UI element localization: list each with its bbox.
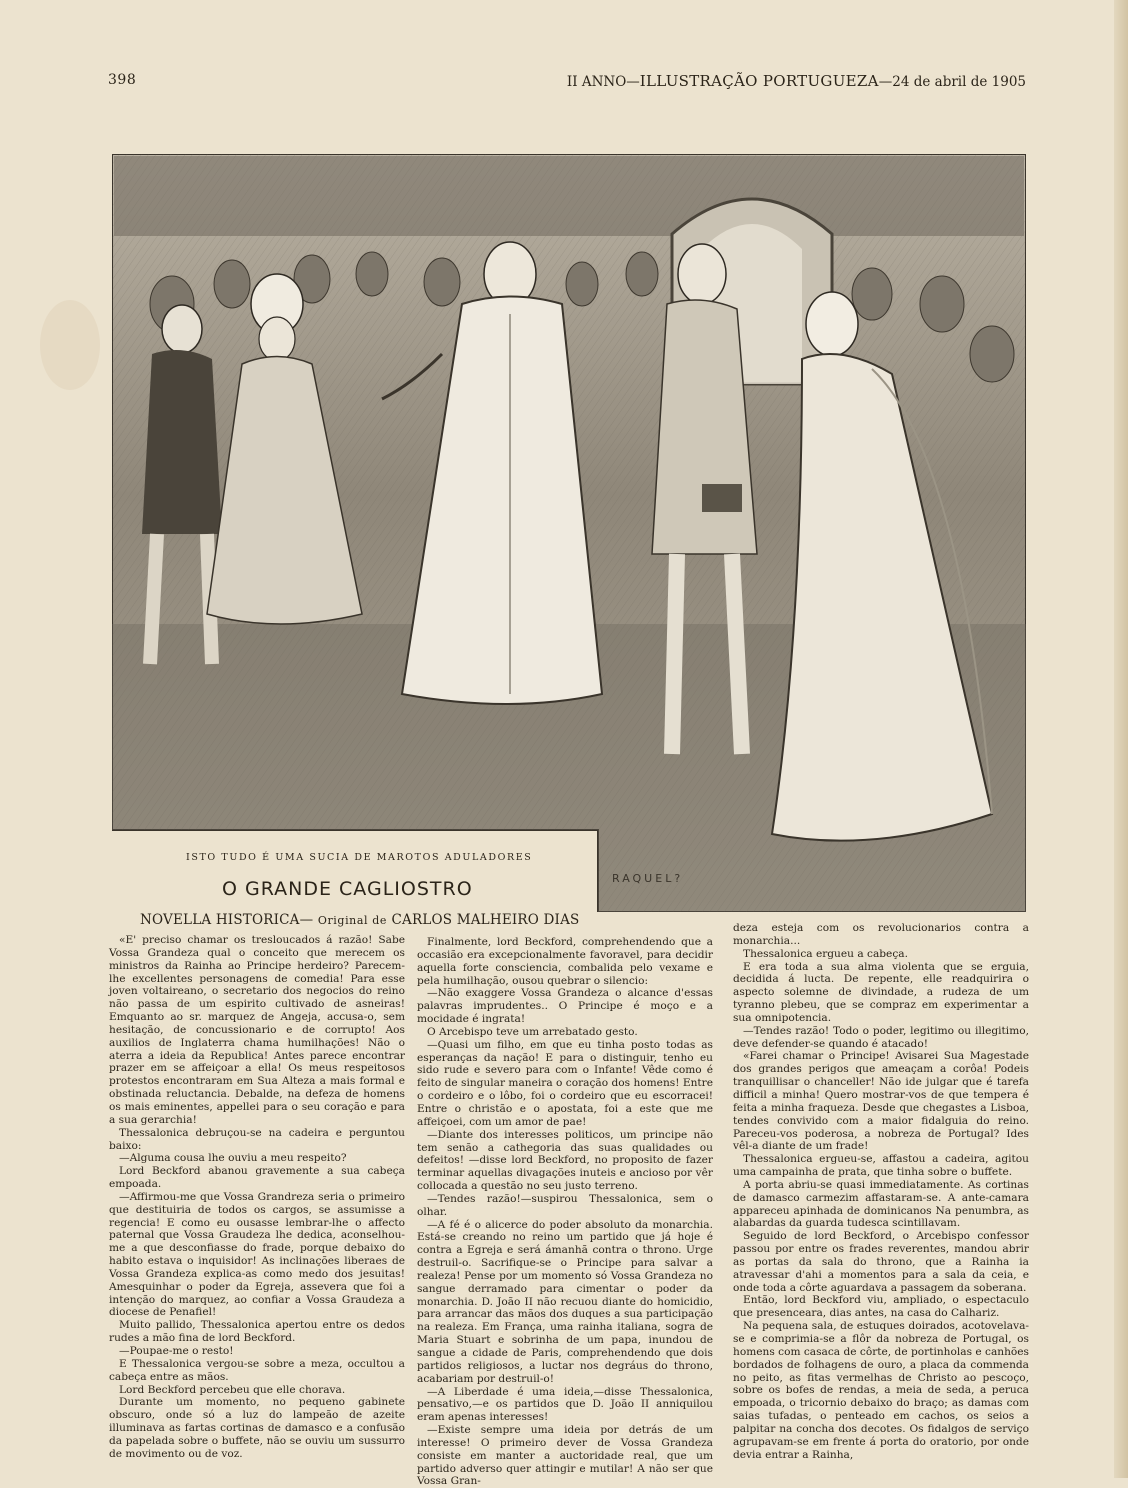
story-title: O GRANDE CAGLIOSTRO (222, 878, 473, 900)
paragraph: E era toda a sua alma violenta que se erguia, decidida á lucta. De repente, elle readquirira o aspecto solemne de divindade, a rudeza de um tyranno plebeu, que se compraz em experimentar a sua omnipotencia. (733, 960, 1029, 1024)
running-title-date: —24 de abril de 1905 (878, 74, 1026, 90)
paragraph: —Existe sempre uma ideia por detrás de um interesse! O primeiro dever de Vossa Grandeza consiste em manter a auctoridade real, que um partido adverso quer attingir e mutilar! A não ser que Vossa Gran- (417, 1424, 713, 1488)
paragraph: «E' preciso chamar os tresloucados á razão! Sabe Vossa Grandeza qual o conceito que merecem os ministros da Rainha ao Principe herdeiro? Parecem-lhe excellentes personagens de comedia! Para esse joven voltaireano, o secretario dos negocios do reino não passa de um espirito cultivado de asneiras! Emquanto ao sr. marquez de Angeja, accusa-o, sem hesitação, de concussionario e de corrupto! Aos auxilios de Inglaterra chama humilhações! Não o aterra a ideia da Republica! Antes parece encontrar prazer em se affeiçoar a ella! Os meus respeitosos protestos encontraram em Sua Alteza a mais formal e obstinada reluctancia. Debalde, na defeza de homens os mais eminentes, appellei para o seu coração e para a sua gerarchia! (109, 934, 405, 1126)
running-title-main: ILLUSTRAÇÃO PORTUGUEZA (639, 72, 879, 90)
paragraph: —Poupae-me o resto! (119, 1345, 234, 1357)
page-header (108, 72, 1026, 94)
engraving-illustration (112, 154, 1026, 912)
paragraph: E Thessalonica vergou-se sobre a meza, occultou a cabeça entre as mãos. (109, 1357, 405, 1383)
story-subtitle (140, 912, 580, 928)
artist-signature: RAQUEL? (612, 872, 684, 885)
paragraph: —Alguma cousa lhe ouviu a meu respeito? (119, 1152, 347, 1165)
paragraph: deza esteja com os revolucionarios contra a monarchia... (733, 922, 1029, 947)
paragraph: —Não exaggere Vossa Grandeza o alcance d'essas palavras imprudentes.. O Principe é moço e a mocidade é ingrata! (417, 987, 713, 1026)
subtitle-lead: NOVELLA HISTORICA— (140, 912, 314, 928)
page-edge (1114, 0, 1128, 1478)
subtitle-original: Original de (317, 914, 387, 927)
text-column-3 (733, 922, 1029, 1461)
paragraph: Thessalonica debruçou-se na cadeira e perguntou baixo: (109, 1126, 405, 1152)
running-title (567, 72, 1026, 90)
paragraph: A porta abriu-se quasi immediatamente. As cortinas de damasco carmezim affastaram-se. A ante-camara appareceu apinhada de dominicanos Na penumbra, as alabardas da guarda tudesca scintillavam. (733, 1178, 1029, 1230)
paragraph: «Farei chamar o Principe! Avisarei Sua Magestade dos grandes perigos que ameaçam a corôa! Podeis tranquillisar o chanceller! Não ide julgar que é tarefa difficil a minha! Quero mostrar-vos de que tempera é feita a minha fraqueza. Desde que chegastes a Lisboa, tendes convivido com a maior fidalguia do reino. Pareceu-vos poderosa, a nobreza de Portugal? Ides vêl-a diante de um frade! (733, 1050, 1029, 1153)
paragraph: —Tendes razão! Todo o poder, legitimo ou illegitimo, deve defender-se quando é atacado! (733, 1024, 1029, 1050)
paragraph: Muito pallido, Thessalonica apertou entre os dedos rudes a mão fina de lord Beckford. (109, 1319, 405, 1345)
paragraph: —Diante dos interesses politicos, um principe não tem senão a cathegoria das suas qualidades ou defeitos! —disse lord Beckford, no proposito de fazer terminar aquellas divagações inuteis e ancioso por vêr collocada a questão no seu justo terreno. (417, 1128, 713, 1193)
paragraph: —A fé é o alicerce do poder absoluto da monarchia. Está-se creando no reino um partido que já hoje é contra a Egreja e será ámanhã contra o throno. Urge destruil-o. Sacrifique-se o Principe para salvar a realeza! Pense por um momento só Vossa Grandeza no sangue derramado para cimentar o poder da monarchia. D. João II não recuou diante do homicidio, para arrancar das mãos dos duques a sua participação na realeza. Em França, uma rainha italiana, sogra de Maria Stuart e sobrinha de um papa, inundou de sangue a cidade de Paris, comprehendendo que dois partidos religiosos, a luctar nos degráus do throno, acabariam por destruil-o! (417, 1218, 713, 1385)
paragraph: —Tendes razão!—suspirou Thessalonica, sem o olhar. (417, 1192, 713, 1218)
paragraph: Na pequena sala, de estuques doirados, acotovelava-se e comprimia-se a flôr da nobreza de Portugal, os homens com casaca de côrte, de portinholas e canhões bordados de folhagens de ouro, a placa da commenda no peito, as fitas vermelhas de Christo ao pescoço, sobre os bofes de rendas, a meia de seda, a peruca empoada, o tricornio debaixo do braço; as damas com saias tufadas, o penteado em cachos, os seios a palpitar na concha dos decotes. Os fidalgos de serviço agrupavam-se em frente á porta do oratorio, por onde devia entrar a Rainha, (733, 1320, 1029, 1461)
paragraph: Durante um momento, no pequeno gabinete obscuro, onde só a luz do lampeão de azeite illuminava as fartas cortinas de damasco e a confusão da papelada sobre o buffete, não se ouviu um sussurro de movimento ou de voz. (109, 1396, 405, 1460)
page-number: 398 (108, 72, 137, 88)
text-column-1 (109, 934, 405, 1461)
paragraph: —Affirmou-me que Vossa Grandreza seria o primeiro que destituiria de todos os cargos, se assumisse a regencia! E como eu ousasse lembrar-lhe o affecto paternal que Vossa Graudeza lhe dedica, aconselhou-me a que desconfiasse do frade, porque debaixo do habito estava o inquisidor! As inclinações liberaes de Vossa Grandeza explica-as como medo dos jesuitas! Amesquinhar o poder da Egreja, assevera que foi a intenção do marquez, ao confiar a Vossa Graudeza a diocese de Penafiel! (109, 1190, 405, 1319)
paragraph: —Quasi um filho, em que eu tinha posto todas as esperanças da nação! E para o distinguir, tenho eu sido rude e severo para com o Infante! Vêde como é feito de singular maneira o coração dos homens! Entre o cordeiro e o lôbo, foi o cordeiro que eu escorracei! Entre o christão e o apostata, foi a este que me affeiçoei, com um amor de pae! (417, 1038, 713, 1128)
ornate-ceiling (114, 156, 1024, 236)
subtitle-author: CARLOS MALHEIRO DIAS (391, 912, 580, 928)
paragraph: Lord Beckford abanou gravemente a sua cabeça empoada. (109, 1165, 405, 1191)
illustration-caption: ISTO TUDO É UMA SUCIA DE MAROTOS ADULADORES (186, 852, 533, 863)
paragraph: Seguido de lord Beckford, o Arcebispo confessor passou por entre os frades reverentes, mandou abrir as portas da sala do throno, que a Rainha ia atravessar d'ahi a momentos para a sala da ceia, e onde toda a côrte aguardava a passagem da soberana. (733, 1230, 1029, 1294)
paragraph: Thessalonica ergueu a cabeça. (743, 947, 908, 960)
paper-stain (40, 300, 100, 390)
running-title-prefix: II ANNO— (566, 74, 640, 90)
text-column-2 (417, 936, 713, 1488)
paragraph: Finalmente, lord Beckford, comprehendendo que a occasião era excepcionalmente favoravel, para decidir aquella forte consciencia, combalida pelo vexame e pela humilhação, ousou quebrar o silencio: (417, 936, 713, 987)
paragraph: —A Liberdade é uma ideia,—disse Thessalonica, pensativo,—e os partidos que D. João II anniquilou eram apenas interesses! (417, 1385, 713, 1424)
paragraph: Lord Beckford percebeu que elle chorava. (119, 1383, 346, 1396)
paragraph: Thessalonica ergueu-se, affastou a cadeira, agitou uma campainha de prata, que tinha sobre o buffete. (733, 1153, 1029, 1179)
engraving-drawing (112, 154, 1026, 912)
paragraph: Então, lord Beckford viu, ampliado, o espectaculo que presenceara, dias antes, na casa do Calhariz. (733, 1294, 1029, 1320)
paragraph: O Arcebispo teve um arrebatado gesto. (427, 1025, 638, 1038)
